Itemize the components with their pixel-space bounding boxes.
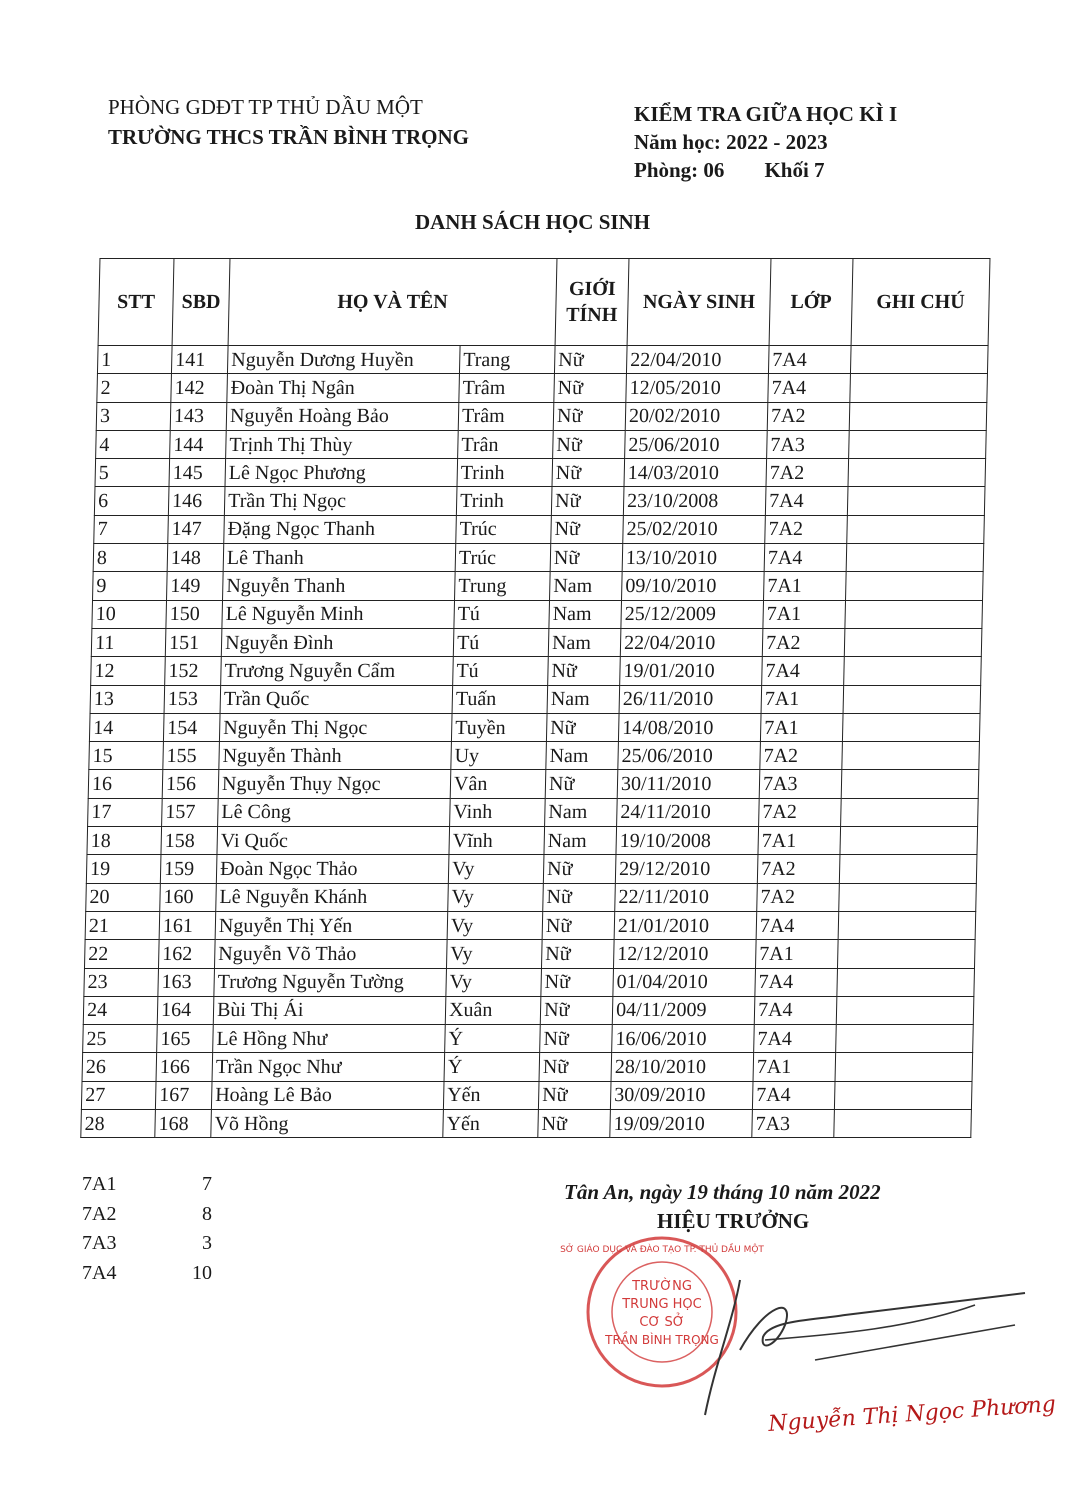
- dob-cell: 24/11/2010: [617, 798, 760, 826]
- gender-cell: Nữ: [540, 1025, 613, 1053]
- table-row: [96, 402, 987, 430]
- dob-cell: 29/12/2010: [615, 855, 758, 883]
- note-cell: [846, 544, 984, 572]
- class-count: 10: [192, 1261, 212, 1284]
- class-cell: 7A2: [765, 515, 848, 543]
- col-header-class: LỚP: [769, 259, 853, 346]
- sbd-cell: 159: [160, 855, 217, 883]
- gender-cell: Nữ: [553, 430, 626, 458]
- surname-cell: Đặng Ngọc Thanh: [224, 515, 457, 543]
- given-name-cell: Trung: [455, 572, 551, 600]
- dob-cell: 16/06/2010: [612, 1025, 755, 1053]
- given-name-cell: Yến: [443, 1110, 539, 1138]
- table-row: [86, 883, 977, 911]
- signer-name: Nguyễn Thị Ngọc Phương: [767, 1391, 1057, 1438]
- class-cell: 7A2: [757, 855, 840, 883]
- dob-cell: 25/06/2010: [625, 430, 768, 458]
- dob-cell: 04/11/2009: [612, 996, 755, 1024]
- surname-cell: Bùi Thị Ái: [213, 996, 446, 1024]
- note-cell: [837, 940, 975, 968]
- given-name-cell: Tú: [454, 600, 550, 628]
- gender-cell: Nữ: [546, 713, 619, 741]
- sbd-cell: 141: [171, 346, 228, 374]
- table-row: [87, 827, 978, 855]
- surname-cell: Trương Nguyễn Cẩm: [221, 657, 454, 685]
- surname-cell: Hoàng Lê Bảo: [211, 1081, 444, 1109]
- table-row: [86, 855, 977, 883]
- surname-cell: Trần Ngọc Như: [212, 1053, 445, 1081]
- table-row: [88, 798, 979, 826]
- sbd-cell: 163: [158, 968, 215, 996]
- note-cell: [847, 515, 985, 543]
- note-cell: [841, 770, 979, 798]
- sbd-cell: 142: [171, 374, 228, 402]
- note-cell: [845, 600, 983, 628]
- note-cell: [838, 911, 976, 939]
- gender-cell: Nữ: [553, 402, 626, 430]
- dob-cell: 30/11/2010: [617, 770, 760, 798]
- room-grade-line: [634, 156, 897, 184]
- gender-cell: Nữ: [538, 1081, 611, 1109]
- table-header-row: [98, 259, 990, 346]
- col-header-stt: STT: [98, 259, 174, 346]
- table-row: [97, 346, 988, 374]
- note-cell: [848, 459, 986, 487]
- dob-cell: 12/12/2010: [613, 940, 756, 968]
- sbd-cell: 164: [157, 996, 214, 1024]
- table-row: [82, 1053, 973, 1081]
- stt-cell: 21: [85, 911, 160, 939]
- grade-label: Khối 7: [764, 158, 825, 182]
- dob-cell: 19/01/2010: [620, 657, 763, 685]
- svg-text:TRƯỜNG: TRƯỜNG: [632, 1279, 692, 1294]
- dob-cell: 23/10/2008: [623, 487, 766, 515]
- given-name-cell: Vy: [448, 883, 544, 911]
- class-count: 3: [202, 1232, 212, 1254]
- col-header-dob: NGÀY SINH: [627, 259, 771, 346]
- class-cell: 7A4: [765, 487, 848, 515]
- sbd-cell: 151: [165, 628, 222, 656]
- stt-cell: 14: [89, 713, 164, 741]
- dob-cell: 09/10/2010: [622, 572, 765, 600]
- stt-cell: 19: [86, 855, 161, 883]
- gender-cell: Nữ: [539, 1053, 612, 1081]
- gender-cell: Nữ: [552, 459, 625, 487]
- note-cell: [846, 572, 984, 600]
- gender-cell: Nữ: [551, 487, 624, 515]
- surname-cell: Nguyễn Thị Yến: [215, 911, 448, 939]
- given-name-cell: Trân: [458, 430, 554, 458]
- dob-cell: 28/10/2010: [611, 1053, 754, 1081]
- class-cell: 7A2: [760, 742, 843, 770]
- given-name-cell: Vy: [446, 968, 542, 996]
- class-cell: 7A4: [764, 544, 847, 572]
- surname-cell: Nguyễn Thành: [219, 742, 452, 770]
- table-row: [95, 459, 986, 487]
- table-row: [81, 1081, 972, 1109]
- surname-cell: Trịnh Thị Thùy: [226, 430, 459, 458]
- dob-cell: 14/08/2010: [618, 713, 761, 741]
- class-count: 8: [202, 1202, 212, 1225]
- dob-cell: 14/03/2010: [624, 459, 767, 487]
- table-row: [96, 430, 987, 458]
- table-row: [94, 487, 985, 515]
- surname-cell: Đoàn Thị Ngân: [227, 374, 460, 402]
- gender-cell: Nữ: [538, 1110, 611, 1138]
- class-cell: 7A2: [762, 628, 845, 656]
- header-right: [634, 100, 897, 184]
- surname-cell: Nguyễn Thanh: [223, 572, 456, 600]
- note-cell: [841, 798, 979, 826]
- given-name-cell: Trinh: [456, 487, 552, 515]
- table-row: [89, 713, 980, 741]
- gender-cell: Nam: [548, 628, 621, 656]
- note-cell: [842, 742, 980, 770]
- sbd-cell: 166: [156, 1053, 213, 1081]
- given-name-cell: Yến: [443, 1081, 539, 1109]
- note-cell: [836, 1025, 974, 1053]
- note-cell: [839, 883, 977, 911]
- student-table-wrapper: [80, 258, 989, 1151]
- svg-text:TRẦN BÌNH TRỌNG: TRẦN BÌNH TRỌNG: [605, 1333, 719, 1347]
- col-header-name: HỌ VÀ TÊN: [228, 259, 557, 346]
- given-name-cell: Vy: [447, 911, 543, 939]
- class-cell: 7A1: [760, 713, 843, 741]
- sbd-cell: 168: [155, 1110, 212, 1138]
- class-label: 7A3: [82, 1232, 117, 1254]
- class-cell: 7A4: [754, 996, 837, 1024]
- stt-cell: 23: [84, 968, 159, 996]
- stt-cell: 1: [97, 346, 172, 374]
- stt-cell: 5: [95, 459, 170, 487]
- surname-cell: Lê Hồng Như: [213, 1025, 446, 1053]
- header-left: [108, 92, 469, 152]
- dob-cell: 22/04/2010: [626, 346, 769, 374]
- surname-cell: Nguyễn Võ Thảo: [214, 940, 447, 968]
- sbd-cell: 143: [170, 402, 227, 430]
- note-cell: [834, 1110, 972, 1138]
- col-header-sbd: SBD: [172, 259, 230, 346]
- dob-cell: 25/06/2010: [618, 742, 761, 770]
- given-name-cell: Tú: [453, 657, 549, 685]
- table-row: [89, 742, 980, 770]
- class-cell: 7A4: [768, 374, 851, 402]
- class-count-row: [82, 1259, 212, 1289]
- sbd-cell: 156: [162, 770, 219, 798]
- class-cell: 7A2: [757, 883, 840, 911]
- table-row: [83, 1025, 974, 1053]
- gender-cell: Nam: [546, 742, 619, 770]
- department-name: PHÒNG GDĐT TP THỦ DẦU MỘT: [108, 95, 423, 119]
- surname-cell: Nguyễn Thị Ngọc: [219, 713, 452, 741]
- table-row: [83, 996, 974, 1024]
- surname-cell: Lê Thanh: [223, 544, 456, 572]
- school-year: Năm học: 2022 - 2023: [634, 130, 828, 154]
- dob-cell: 19/10/2008: [616, 827, 759, 855]
- principal-title: HIỆU TRƯỞNG: [657, 1209, 810, 1233]
- student-table: [80, 258, 990, 1138]
- class-cell: 7A3: [759, 770, 842, 798]
- table-row: [91, 657, 982, 685]
- class-count-summary: [82, 1170, 212, 1288]
- table-row: [85, 911, 976, 939]
- sbd-cell: 154: [163, 713, 220, 741]
- class-count: 7: [202, 1173, 212, 1195]
- exam-title: KIỂM TRA GIỮA HỌC KÌ I: [634, 102, 898, 126]
- given-name-cell: Ý: [444, 1053, 540, 1081]
- stt-cell: 16: [88, 770, 163, 798]
- given-name-cell: Vân: [450, 770, 546, 798]
- note-cell: [844, 628, 982, 656]
- gender-cell: Nữ: [540, 996, 613, 1024]
- stt-cell: 18: [87, 827, 162, 855]
- class-cell: 7A4: [756, 911, 839, 939]
- sbd-cell: 145: [169, 459, 226, 487]
- table-row: [94, 515, 985, 543]
- sbd-cell: 149: [167, 572, 224, 600]
- note-cell: [839, 855, 977, 883]
- surname-cell: Nguyễn Hoàng Bảo: [226, 402, 459, 430]
- dob-cell: 21/01/2010: [614, 911, 757, 939]
- stt-cell: 11: [91, 628, 166, 656]
- stt-cell: 25: [83, 1025, 158, 1053]
- stt-cell: 24: [83, 996, 158, 1024]
- stt-cell: 27: [81, 1081, 156, 1109]
- gender-cell: Nam: [545, 798, 618, 826]
- gender-header-line1: GIỚI: [568, 278, 616, 300]
- class-count-row: [82, 1170, 212, 1200]
- gender-header-line2: TÍNH: [565, 304, 618, 326]
- room-number: Phòng: 06: [634, 158, 725, 182]
- note-cell: [849, 430, 987, 458]
- note-cell: [834, 1081, 972, 1109]
- class-cell: 7A1: [764, 572, 847, 600]
- dob-cell: 01/04/2010: [613, 968, 756, 996]
- svg-text:TRUNG HỌC: TRUNG HỌC: [622, 1297, 702, 1312]
- dob-cell: 25/12/2009: [621, 600, 764, 628]
- stt-cell: 26: [82, 1053, 157, 1081]
- gender-cell: Nam: [544, 827, 617, 855]
- dob-cell: 20/02/2010: [625, 402, 768, 430]
- gender-cell: Nữ: [541, 968, 614, 996]
- gender-cell: Nữ: [543, 855, 616, 883]
- table-row: [84, 940, 975, 968]
- stt-cell: 4: [96, 430, 171, 458]
- class-cell: 7A4: [755, 968, 838, 996]
- class-cell: 7A2: [767, 402, 850, 430]
- class-cell: 7A1: [761, 685, 844, 713]
- note-cell: [837, 968, 975, 996]
- stt-cell: 22: [84, 940, 159, 968]
- note-cell: [836, 996, 974, 1024]
- note-cell: [844, 657, 982, 685]
- class-cell: 7A1: [763, 600, 846, 628]
- stt-cell: 13: [90, 685, 165, 713]
- sbd-cell: 144: [170, 430, 227, 458]
- note-cell: [850, 374, 988, 402]
- given-name-cell: Vinh: [450, 798, 546, 826]
- class-cell: 7A1: [755, 940, 838, 968]
- given-name-cell: Xuân: [445, 996, 541, 1024]
- surname-cell: Trần Quốc: [220, 685, 453, 713]
- sbd-cell: 150: [166, 600, 223, 628]
- given-name-cell: Trúc: [456, 515, 552, 543]
- gender-cell: Nữ: [541, 940, 614, 968]
- given-name-cell: Tuấn: [452, 685, 548, 713]
- note-cell: [849, 402, 987, 430]
- given-name-cell: Trang: [459, 346, 555, 374]
- gender-cell: Nữ: [554, 346, 627, 374]
- surname-cell: Nguyễn Dương Huyền: [227, 346, 460, 374]
- stt-cell: 2: [97, 374, 172, 402]
- signature-block: [564, 1180, 881, 1234]
- surname-cell: Lê Ngọc Phương: [225, 459, 458, 487]
- class-cell: 7A2: [759, 798, 842, 826]
- stt-cell: 3: [96, 402, 171, 430]
- gender-cell: Nữ: [550, 544, 623, 572]
- dob-cell: 26/11/2010: [619, 685, 762, 713]
- stt-cell: 8: [93, 544, 168, 572]
- sbd-cell: 165: [157, 1025, 214, 1053]
- dob-cell: 22/04/2010: [620, 628, 763, 656]
- stt-cell: 6: [94, 487, 169, 515]
- given-name-cell: Vy: [448, 855, 544, 883]
- gender-cell: Nữ: [542, 911, 615, 939]
- surname-cell: Lê Công: [218, 798, 451, 826]
- sbd-cell: 157: [162, 798, 219, 826]
- dob-cell: 12/05/2010: [626, 374, 769, 402]
- gender-cell: Nữ: [548, 657, 621, 685]
- class-count-row: [82, 1200, 212, 1230]
- gender-cell: Nữ: [551, 515, 624, 543]
- note-cell: [843, 685, 981, 713]
- surname-cell: Trương Nguyễn Tường: [214, 968, 447, 996]
- sbd-cell: 153: [164, 685, 221, 713]
- note-cell: [847, 487, 985, 515]
- sbd-cell: 147: [168, 515, 225, 543]
- dob-cell: 22/11/2010: [615, 883, 758, 911]
- class-cell: 7A1: [753, 1053, 836, 1081]
- given-name-cell: Vĩnh: [449, 827, 545, 855]
- class-label: 7A4: [82, 1261, 117, 1284]
- sbd-cell: 152: [165, 657, 222, 685]
- sbd-cell: 148: [167, 544, 224, 572]
- stt-cell: 20: [86, 883, 161, 911]
- surname-cell: Nguyễn Đình: [221, 628, 454, 656]
- table-row: [88, 770, 979, 798]
- table-body: [81, 346, 988, 1138]
- surname-cell: Võ Hồng: [211, 1110, 444, 1138]
- given-name-cell: Trúc: [455, 544, 551, 572]
- given-name-cell: Uy: [451, 742, 547, 770]
- given-name-cell: Tú: [453, 628, 549, 656]
- stt-cell: 28: [81, 1110, 156, 1138]
- class-label: 7A1: [82, 1173, 117, 1195]
- class-cell: 7A3: [752, 1110, 835, 1138]
- given-name-cell: Ý: [445, 1025, 541, 1053]
- sbd-cell: 161: [159, 911, 216, 939]
- class-label: 7A2: [82, 1202, 117, 1225]
- note-cell: [840, 827, 978, 855]
- table-row: [81, 1110, 972, 1138]
- gender-cell: Nữ: [543, 883, 616, 911]
- gender-cell: Nam: [547, 685, 620, 713]
- sbd-cell: 146: [168, 487, 225, 515]
- table-row: [91, 628, 982, 656]
- given-name-cell: Vy: [446, 940, 542, 968]
- class-cell: 7A1: [758, 827, 841, 855]
- sbd-cell: 158: [161, 827, 218, 855]
- note-cell: [850, 346, 988, 374]
- table-row: [92, 600, 983, 628]
- sbd-cell: 167: [155, 1081, 212, 1109]
- class-count-row: [82, 1229, 212, 1259]
- date-line: Tân An, ngày 19 tháng 10 năm 2022: [564, 1180, 881, 1204]
- class-cell: 7A3: [767, 430, 850, 458]
- school-name: TRƯỜNG THCS TRẦN BÌNH TRỌNG: [108, 125, 469, 149]
- surname-cell: Đoàn Ngọc Thảo: [216, 855, 449, 883]
- stt-cell: 12: [91, 657, 166, 685]
- dob-cell: 30/09/2010: [610, 1081, 753, 1109]
- class-cell: 7A4: [762, 657, 845, 685]
- given-name-cell: Trinh: [457, 459, 553, 487]
- class-cell: 7A4: [754, 1025, 837, 1053]
- table-row: [93, 544, 984, 572]
- table-row: [93, 572, 984, 600]
- class-cell: 7A4: [768, 346, 851, 374]
- table-row: [97, 374, 988, 402]
- given-name-cell: Trâm: [459, 374, 555, 402]
- dob-cell: 13/10/2010: [622, 544, 765, 572]
- sbd-cell: 162: [158, 940, 215, 968]
- dob-cell: 25/02/2010: [623, 515, 766, 543]
- stt-cell: 15: [89, 742, 164, 770]
- table-row: [84, 968, 975, 996]
- surname-cell: Nguyễn Thụy Ngọc: [218, 770, 451, 798]
- stt-cell: 9: [93, 572, 168, 600]
- gender-cell: Nam: [549, 600, 622, 628]
- class-cell: 7A4: [752, 1081, 835, 1109]
- surname-cell: Trần Thị Ngọc: [224, 487, 457, 515]
- svg-text:CƠ SỞ: CƠ SỞ: [639, 1315, 685, 1330]
- dob-cell: 19/09/2010: [610, 1110, 753, 1138]
- page-title: DANH SÁCH HỌC SINH: [414, 210, 651, 234]
- table-row: [90, 685, 981, 713]
- given-name-cell: Trâm: [458, 402, 554, 430]
- note-cell: [842, 713, 980, 741]
- surname-cell: Vi Quốc: [217, 827, 450, 855]
- stt-cell: 10: [92, 600, 167, 628]
- svg-text:SỞ GIÁO DỤC VÀ ĐÀO TẠO TP. THỦ: SỞ GIÁO DỤC VÀ ĐÀO TẠO TP. THỦ DẦU MỘT: [560, 1245, 764, 1255]
- sbd-cell: 160: [160, 883, 217, 911]
- gender-cell: Nam: [550, 572, 623, 600]
- surname-cell: Lê Nguyễn Khánh: [216, 883, 449, 911]
- gender-cell: Nữ: [554, 374, 627, 402]
- class-cell: 7A2: [766, 459, 849, 487]
- stt-cell: 17: [88, 798, 163, 826]
- given-name-cell: Tuyền: [451, 713, 547, 741]
- gender-cell: Nữ: [545, 770, 618, 798]
- col-header-gender: [555, 259, 629, 346]
- sbd-cell: 155: [163, 742, 220, 770]
- note-cell: [835, 1053, 973, 1081]
- col-header-note: GHI CHÚ: [851, 259, 990, 346]
- surname-cell: Lê Nguyễn Minh: [222, 600, 455, 628]
- stt-cell: 7: [94, 515, 169, 543]
